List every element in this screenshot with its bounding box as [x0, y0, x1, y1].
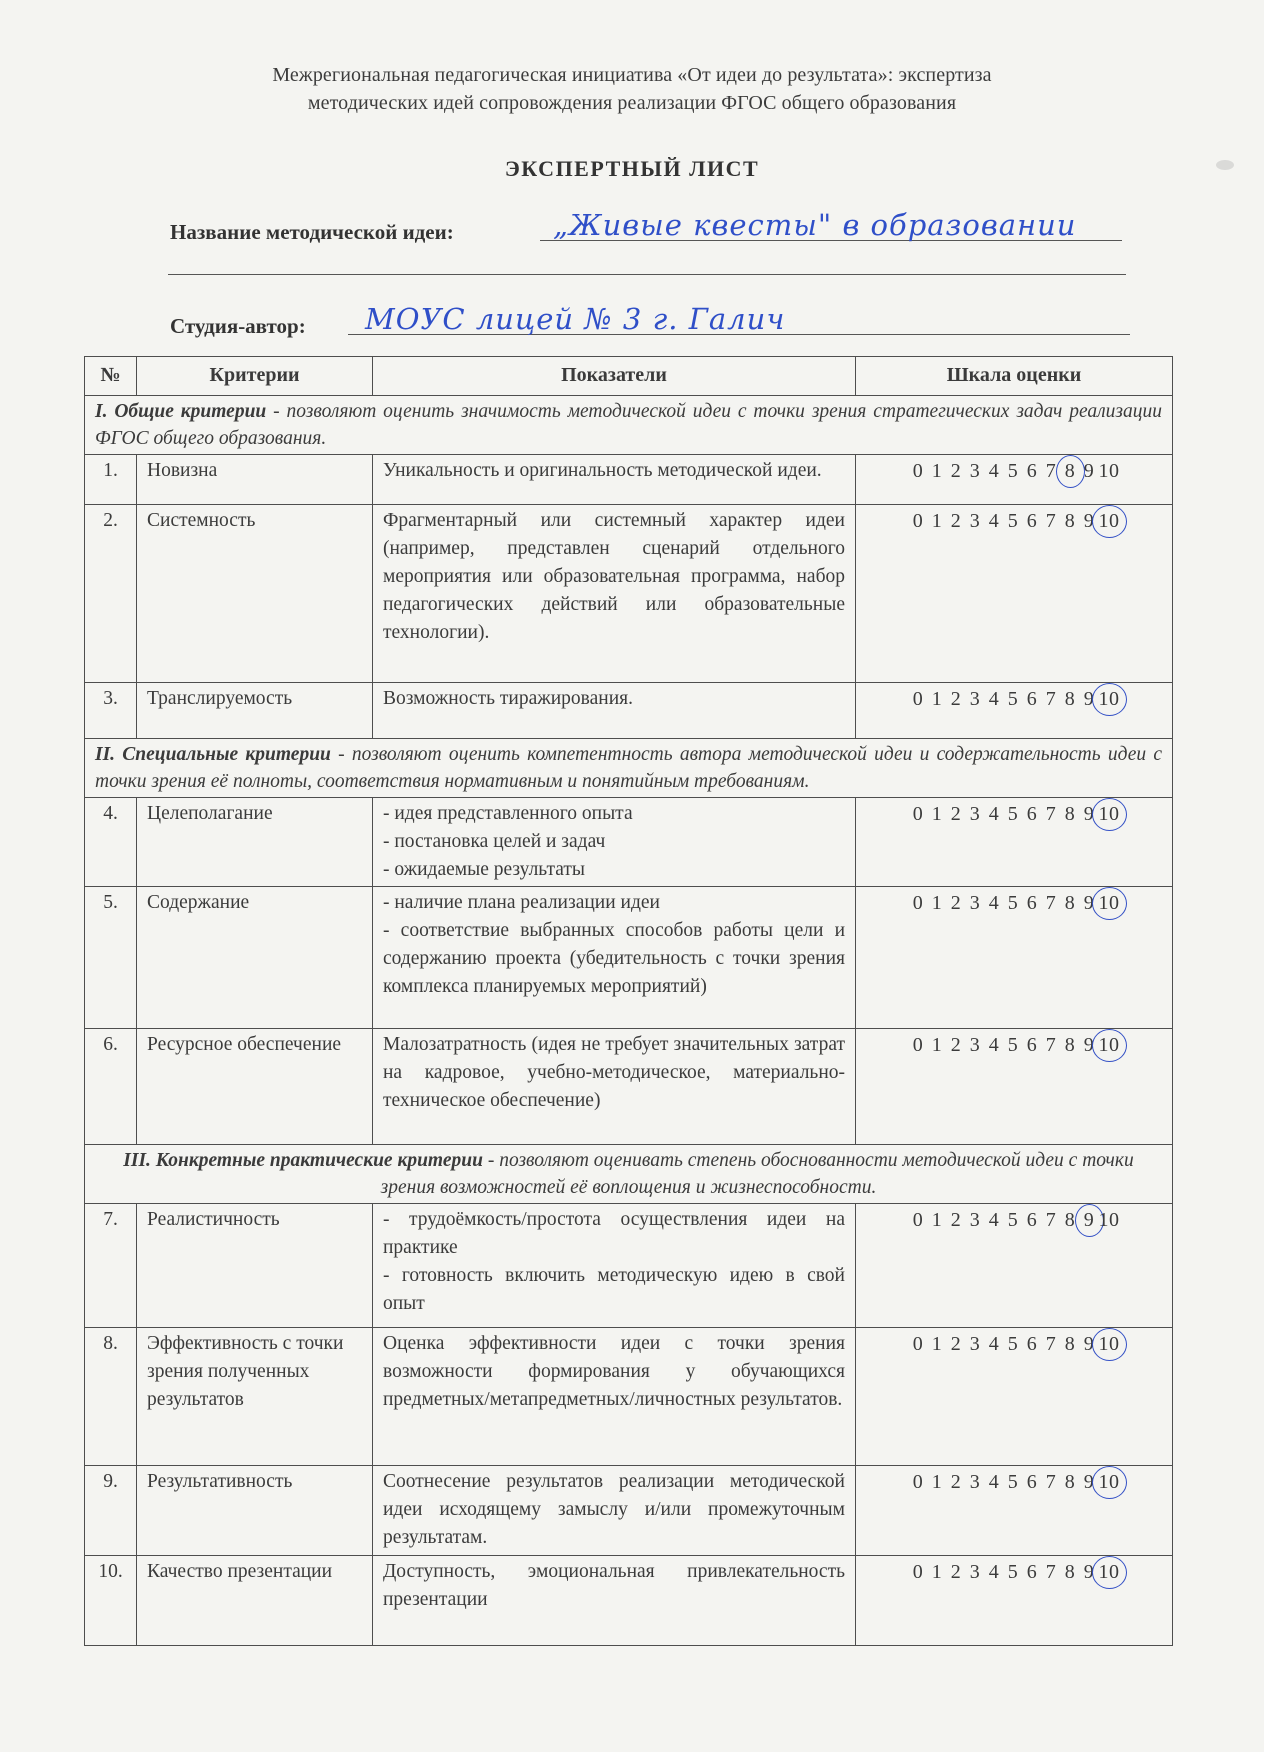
- score-scale-cell: [856, 455, 1173, 505]
- row-number: 7.: [85, 1204, 137, 1328]
- score-scale: [909, 1330, 1120, 1358]
- score-option[interactable]: 2: [950, 510, 962, 532]
- score-scale-cell: [856, 1328, 1173, 1466]
- score-option[interactable]: 1: [931, 1209, 943, 1231]
- score-option[interactable]: 2: [950, 1561, 962, 1583]
- score-option[interactable]: 6: [1026, 1209, 1038, 1231]
- section-description: - позволяют оценить компетентность автора методической идеи и содержательность идеи с точки зрения её полноты, соответствия нормативным и понятийным требованиям.: [95, 744, 1162, 792]
- score-scale-cell: [856, 1204, 1173, 1328]
- score-option[interactable]: 8: [1064, 892, 1076, 914]
- score-option[interactable]: 9: [1083, 1561, 1095, 1583]
- idea-name-label: Название методической идеи:: [170, 220, 454, 244]
- score-option[interactable]: 1: [931, 1561, 943, 1583]
- score-option[interactable]: 2: [950, 892, 962, 914]
- score-option[interactable]: 6: [1026, 1034, 1038, 1056]
- indicator-line: - трудоёмкость/простота осуществления идеи на практике: [383, 1209, 845, 1258]
- score-option[interactable]: 5: [1007, 1209, 1019, 1231]
- criterion-name: Содержание: [137, 887, 373, 1029]
- indicator-line: - готовность включить методическую идею в свой опыт: [383, 1265, 845, 1314]
- score-scale-cell: [856, 505, 1173, 683]
- score-option[interactable]: 4: [988, 803, 1000, 825]
- criterion-name: Транслируемость: [137, 683, 373, 739]
- score-option[interactable]: 4: [988, 1561, 1000, 1583]
- score-option[interactable]: 0: [912, 803, 924, 825]
- row-number: 9.: [85, 1466, 137, 1556]
- score-option[interactable]: 5: [1007, 803, 1019, 825]
- score-option[interactable]: 6: [1026, 892, 1038, 914]
- table-row: [85, 455, 1173, 505]
- table-row: [85, 798, 1173, 887]
- score-option[interactable]: 9: [1083, 510, 1095, 532]
- section-row: [85, 739, 1173, 798]
- selected-score[interactable]: 10: [1099, 685, 1120, 713]
- score-option[interactable]: 9: [1083, 803, 1095, 825]
- score-scale: [909, 457, 1120, 485]
- table-row: [85, 505, 1173, 683]
- score-option[interactable]: 7: [1045, 460, 1057, 482]
- score-option[interactable]: 7: [1045, 510, 1057, 532]
- score-option[interactable]: 5: [1007, 1471, 1019, 1493]
- score-scale-cell: [856, 683, 1173, 739]
- score-option[interactable]: 7: [1045, 1561, 1057, 1583]
- score-option[interactable]: 8: [1064, 510, 1076, 532]
- score-option[interactable]: 0: [912, 1034, 924, 1056]
- score-option[interactable]: 3: [969, 1561, 981, 1583]
- indicator-line: - постановка целей и задач: [383, 831, 606, 852]
- author-handwritten: МОУС лицей № 3 г. Галич: [365, 302, 786, 336]
- indicator-cell: Малозатратность (идея не требует значительных затрат на кадровое, учебно-методическое, материально-техническое обеспечение): [373, 1029, 856, 1145]
- row-number: 4.: [85, 798, 137, 887]
- score-option[interactable]: 4: [988, 892, 1000, 914]
- score-option[interactable]: 9: [1083, 688, 1095, 710]
- criterion-name: Системность: [137, 505, 373, 683]
- score-option[interactable]: 3: [969, 688, 981, 710]
- criterion-name: Качество презентации: [137, 1556, 373, 1646]
- score-option[interactable]: 8: [1064, 1209, 1076, 1231]
- criterion-name: Результативность: [137, 1466, 373, 1556]
- score-option[interactable]: 9: [1083, 460, 1095, 482]
- selected-score[interactable]: 10: [1099, 1031, 1120, 1059]
- score-option[interactable]: 0: [912, 1471, 924, 1493]
- col-header-scale: Шкала оценки: [856, 357, 1173, 396]
- score-option[interactable]: 3: [969, 1471, 981, 1493]
- idea-name-handwritten: „Живые квесты" в образовании: [553, 208, 1077, 242]
- score-option[interactable]: 1: [931, 1034, 943, 1056]
- score-option[interactable]: 6: [1026, 803, 1038, 825]
- score-option[interactable]: 4: [988, 460, 1000, 482]
- section-name: II. Специальные критерии: [95, 744, 331, 765]
- indicator-cell: Возможность тиражирования.: [373, 683, 856, 739]
- criterion-name: Эффективность с точки зрения полученных результатов: [137, 1328, 373, 1466]
- row-number: 5.: [85, 887, 137, 1029]
- indicator-line: - наличие плана реализации идеи: [383, 892, 660, 913]
- indicator-cell: Соотнесение результатов реализации методической идеи исходящему замыслу и/или промежуточным результатам.: [373, 1466, 856, 1556]
- score-option[interactable]: 8: [1064, 688, 1076, 710]
- score-scale: [909, 507, 1120, 535]
- criterion-name: Новизна: [137, 455, 373, 505]
- score-option[interactable]: 8: [1064, 803, 1076, 825]
- table-row: [85, 887, 1173, 1029]
- score-option[interactable]: 10: [1098, 1209, 1120, 1231]
- score-option[interactable]: 7: [1045, 1209, 1057, 1231]
- score-option[interactable]: 0: [912, 1561, 924, 1583]
- score-option[interactable]: 5: [1007, 510, 1019, 532]
- score-option[interactable]: 0: [912, 460, 924, 482]
- score-scale-cell: [856, 798, 1173, 887]
- score-scale: [909, 1031, 1120, 1059]
- criteria-table: [84, 356, 1173, 1646]
- paper-speck: [1216, 160, 1234, 170]
- score-option[interactable]: 7: [1045, 1471, 1057, 1493]
- score-option[interactable]: 5: [1007, 1561, 1019, 1583]
- table-row: [85, 1328, 1173, 1466]
- score-option[interactable]: 0: [912, 892, 924, 914]
- score-option[interactable]: 5: [1007, 1333, 1019, 1355]
- score-option[interactable]: 8: [1064, 1561, 1076, 1583]
- score-option[interactable]: 2: [950, 1333, 962, 1355]
- score-option[interactable]: 1: [931, 1471, 943, 1493]
- criterion-name: Целеполагание: [137, 798, 373, 887]
- score-option[interactable]: 6: [1026, 1561, 1038, 1583]
- score-option[interactable]: 6: [1026, 1333, 1038, 1355]
- score-option[interactable]: 3: [969, 1209, 981, 1231]
- score-scale: [909, 1206, 1120, 1234]
- selected-score[interactable]: 10: [1099, 1558, 1120, 1586]
- selected-score[interactable]: 10: [1099, 800, 1120, 828]
- score-option[interactable]: 1: [931, 803, 943, 825]
- score-scale: [909, 889, 1120, 917]
- section-description: - позволяют оценивать степень обоснованности методической идеи с точки зрения возможностей её воплощения и жизнеспособности.: [380, 1150, 1134, 1198]
- score-option[interactable]: 4: [988, 510, 1000, 532]
- indicator-cell: Уникальность и оригинальность методической идеи.: [373, 455, 856, 505]
- col-header-indicators: Показатели: [373, 357, 856, 396]
- score-option[interactable]: 0: [912, 1333, 924, 1355]
- score-option[interactable]: 5: [1007, 460, 1019, 482]
- row-number: 1.: [85, 455, 137, 505]
- row-number: 3.: [85, 683, 137, 739]
- score-option[interactable]: 3: [969, 892, 981, 914]
- score-option[interactable]: 7: [1045, 688, 1057, 710]
- selected-score[interactable]: 10: [1099, 1330, 1120, 1358]
- header-line-1: Межрегиональная педагогическая инициатива «От идеи до результата»: экспертиза: [272, 64, 992, 86]
- score-option[interactable]: 3: [969, 460, 981, 482]
- col-header-number: №: [85, 357, 137, 396]
- section-heading: [85, 1145, 1173, 1204]
- score-option[interactable]: 3: [969, 1333, 981, 1355]
- score-option[interactable]: 2: [950, 1209, 962, 1231]
- score-scale-cell: [856, 887, 1173, 1029]
- table-row: [85, 683, 1173, 739]
- score-option[interactable]: 4: [988, 1471, 1000, 1493]
- indicator-line: - ожидаемые результаты: [383, 859, 585, 880]
- score-scale-cell: [856, 1466, 1173, 1556]
- header-line-2: методических идей сопровождения реализации ФГОС общего образования: [307, 92, 957, 114]
- section-name: I. Общие критерии: [95, 401, 267, 422]
- section-name: III. Конкретные практические критерии: [123, 1150, 483, 1171]
- criterion-name: Реалистичность: [137, 1204, 373, 1328]
- score-option[interactable]: 1: [931, 1333, 943, 1355]
- score-scale-cell: [856, 1556, 1173, 1646]
- table-row: [85, 1204, 1173, 1328]
- score-option[interactable]: 8: [1064, 1333, 1076, 1355]
- selected-score[interactable]: 10: [1099, 1468, 1120, 1496]
- row-number: 2.: [85, 505, 137, 683]
- indicator-cell: [373, 798, 856, 887]
- selected-score[interactable]: 8: [1061, 457, 1080, 485]
- section-heading: [85, 396, 1173, 455]
- score-option[interactable]: 9: [1083, 892, 1095, 914]
- score-option[interactable]: 2: [950, 460, 962, 482]
- score-option[interactable]: 7: [1045, 1034, 1057, 1056]
- selected-score[interactable]: 9: [1080, 1206, 1099, 1234]
- indicator-cell: [373, 887, 856, 1029]
- section-heading: [85, 739, 1173, 798]
- score-option[interactable]: 4: [988, 1209, 1000, 1231]
- score-option[interactable]: 5: [1007, 1034, 1019, 1056]
- score-option[interactable]: 9: [1083, 1333, 1095, 1355]
- selected-score[interactable]: 10: [1099, 507, 1120, 535]
- col-header-criteria: Критерии: [137, 357, 373, 396]
- score-option[interactable]: 4: [988, 688, 1000, 710]
- score-option[interactable]: 1: [931, 510, 943, 532]
- score-option[interactable]: 6: [1026, 1471, 1038, 1493]
- score-option[interactable]: 0: [912, 1209, 924, 1231]
- row-number: 8.: [85, 1328, 137, 1466]
- score-option[interactable]: 0: [912, 688, 924, 710]
- document-title: ЭКСПЕРТНЫЙ ЛИСТ: [504, 156, 760, 181]
- score-option[interactable]: 9: [1083, 1471, 1095, 1493]
- score-option[interactable]: 8: [1064, 1034, 1076, 1056]
- indicator-line: - идея представленного опыта: [383, 803, 633, 824]
- score-scale: [909, 1468, 1120, 1496]
- score-scale: [909, 1558, 1120, 1586]
- score-option[interactable]: 7: [1045, 803, 1057, 825]
- score-option[interactable]: 5: [1007, 688, 1019, 710]
- score-option[interactable]: 1: [931, 460, 943, 482]
- indicator-cell: Оценка эффективности идеи с точки зрения возможности формирования у обучающихся предметных/метапредметных/личностных результатов.: [373, 1328, 856, 1466]
- score-option[interactable]: 6: [1026, 688, 1038, 710]
- section-row: [85, 1145, 1173, 1204]
- indicator-cell: Фрагментарный или системный характер идеи (например, представлен сценарий отдельного мероприятия или образовательная программа, набор педагогических действий или образовательные технологии).: [373, 505, 856, 683]
- score-option[interactable]: 4: [988, 1333, 1000, 1355]
- score-option[interactable]: 6: [1026, 510, 1038, 532]
- score-option[interactable]: 3: [969, 1034, 981, 1056]
- score-option[interactable]: 6: [1026, 460, 1038, 482]
- score-option[interactable]: 1: [931, 688, 943, 710]
- table-row: [85, 1556, 1173, 1646]
- table-header-row: [85, 357, 1173, 396]
- score-option[interactable]: 3: [969, 803, 981, 825]
- score-option[interactable]: 3: [969, 510, 981, 532]
- row-number: 10.: [85, 1556, 137, 1646]
- score-option[interactable]: 2: [950, 803, 962, 825]
- score-option[interactable]: 7: [1045, 892, 1057, 914]
- indicator-cell: [373, 1204, 856, 1328]
- idea-name-underline-2: [168, 274, 1126, 275]
- section-row: [85, 396, 1173, 455]
- score-option[interactable]: 5: [1007, 892, 1019, 914]
- table-row: [85, 1029, 1173, 1145]
- score-scale: [909, 685, 1120, 713]
- score-option[interactable]: 10: [1098, 460, 1120, 482]
- author-label: Студия-автор:: [170, 314, 306, 338]
- score-option[interactable]: 1: [931, 892, 943, 914]
- indicator-cell: Доступность, эмоциональная привлекательность презентации: [373, 1556, 856, 1646]
- score-scale-cell: [856, 1029, 1173, 1145]
- score-option[interactable]: 2: [950, 688, 962, 710]
- score-option[interactable]: 2: [950, 1034, 962, 1056]
- criterion-name: Ресурсное обеспечение: [137, 1029, 373, 1145]
- table-row: [85, 1466, 1173, 1556]
- row-number: 6.: [85, 1029, 137, 1145]
- section-description: - позволяют оценить значимость методической идеи с точки зрения стратегических задач реализации ФГОС общего образования.: [95, 401, 1162, 449]
- score-option[interactable]: 7: [1045, 1333, 1057, 1355]
- score-option[interactable]: 8: [1064, 1471, 1076, 1493]
- selected-score[interactable]: 10: [1099, 889, 1120, 917]
- score-option[interactable]: 4: [988, 1034, 1000, 1056]
- indicator-line: - соответствие выбранных способов работы цели и содержанию проекта (убедительность с точки зрения комплекса планируемых мероприятий): [383, 920, 845, 997]
- score-option[interactable]: 9: [1083, 1034, 1095, 1056]
- score-scale: [909, 800, 1120, 828]
- score-option[interactable]: 0: [912, 510, 924, 532]
- score-option[interactable]: 2: [950, 1471, 962, 1493]
